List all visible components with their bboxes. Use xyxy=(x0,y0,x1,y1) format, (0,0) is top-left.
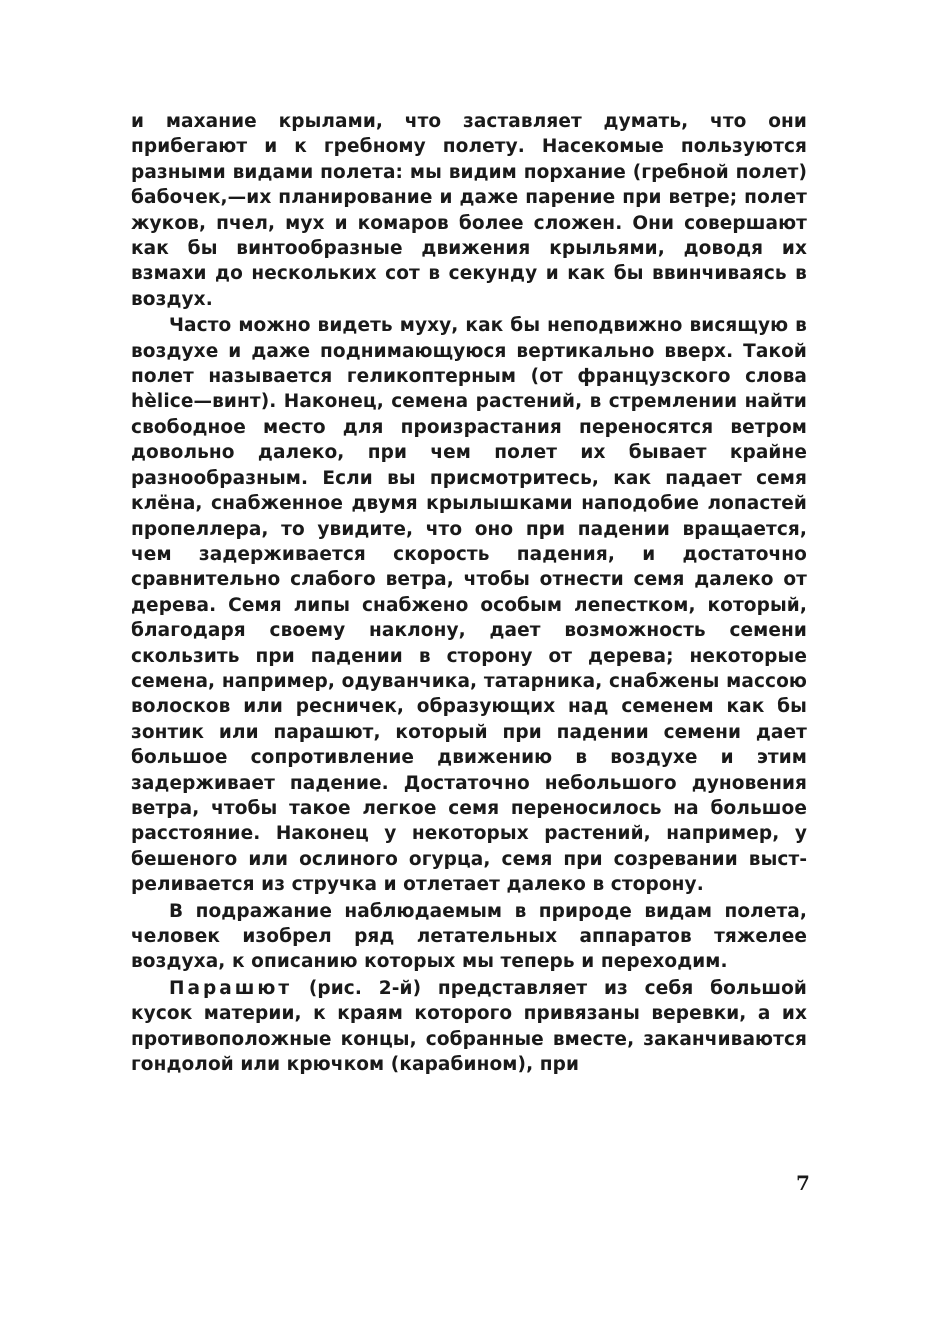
paragraph-insect-flight: и махание крылами, что заставляет думать, что они прибегают и к гребному полету. Насекомые пользуются разными видами полета: мы видим порхание (гребной полет) бабочек,—их планирование и даже парение при ветре; полет жуков, пчел, мух и комаров более сложен. Они совершают как бы винтообразные движения крыльями, доводя их взмахи до нескольких сот в секунду и как бы ввинчиваясь в воздух. xyxy=(131,111,807,310)
page-number: 7 xyxy=(796,1171,810,1195)
parachute-term: Парашют xyxy=(169,977,293,999)
parachute-description: (рис. 2-й) представляет из себя большой кусок материи, к краям которого привязаны веревки, а их противоположные концы, собранные вместе, заканчиваются гондолой или крючком (карабином), при xyxy=(131,977,807,1076)
paragraph-parachute xyxy=(131,976,807,1078)
paragraph-aircraft-intro: В подражание наблюдаемым в природе видам полета, человек изобрел ряд летательных аппаратов тяжелее воздуха, к описанию которых мы теперь и переходим. xyxy=(131,900,807,973)
body-text xyxy=(131,109,807,1077)
paragraph-helicopter-flight-seeds: Часто можно видеть муху, как бы неподвижно висящую в воздухе и даже поднимающуюся вертикально вверх. Такой полет называется геликоптерным (от французского слова hèlice—винт). Наконец, семена растений, в стремлении найти свободное место для произрастания переносятся ветром довольно далеко, при чем полет их бывает крайне разнообразным. Если вы присмотритесь, как падает семя клёна, снабженное двумя крылышками наподобие лопастей пропеллера, то увидите, что оно при падении вращается, чем задерживается скорость падения, и достаточно сравнительно слабого ветра, чтобы отнести семя далеко от дерева. Семя липы снабжено особым лепестком, который, благодаря своему наклону, дает возможность семени скользить при падении в сторону от дерева; некоторые семена, например, одуванчика, татарника, снабжены массою волосков или ресничек, образующих над семенем как бы зонтик или парашют, который при падении семени дает большое сопротивление движению в воздухе и этим задерживает падение. Достаточно небольшого дуновения ветра, чтобы такое легкое семя переносилось на большое расстояние. Наконец у некоторых растений, например, у бешеного или ослиного огурца, семя при созревании выстреливается из стручка и отлетает далеко в сторону. xyxy=(131,315,807,896)
